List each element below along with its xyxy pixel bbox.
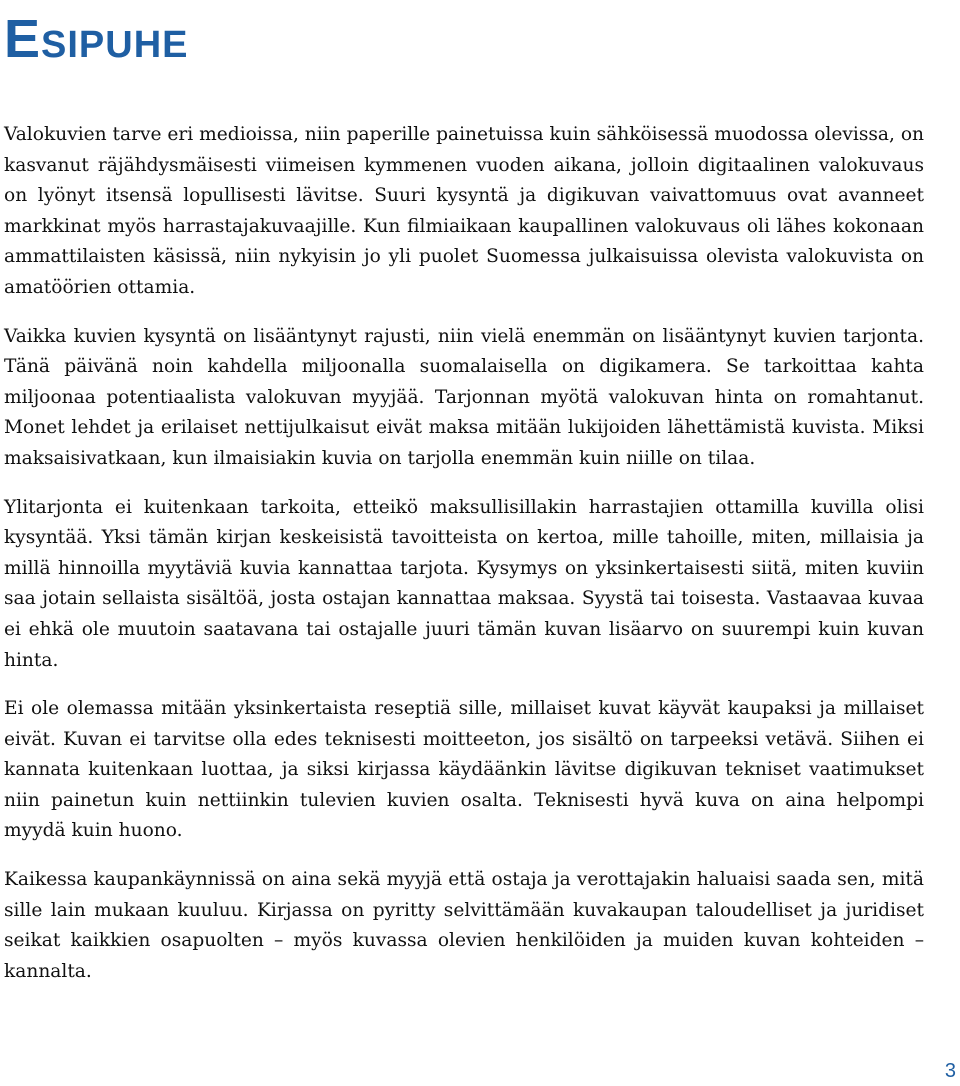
- paragraph: Ei ole olemassa mitään yksinkertaista reseptiä sille, millaiset kuvat käyvät kaupaksi ja millaiset eivät. Kuvan ei tarvitse olla edes teknisesti moitteeton, jos sisältö on tarpeeksi vetävä. Siihen ei kannata kuitenkaan luottaa, ja siksi kirjassa käydäänkin lävitse digikuvan tekniset vaatimukset niin painetun kuin nettiinkin tulevien kuvien osalta. Teknisesti hyvä kuva on aina helpompi myydä kuin huono.: [4, 698, 924, 842]
- paragraph: Vaikka kuvien kysyntä on lisääntynyt rajusti, niin vielä enemmän on lisääntynyt kuvien tarjonta. Tänä päivänä noin kahdella miljoonalla suomalaisella on digikamera. Se tarkoittaa kahta miljoonaa potentiaalista valokuvan myyjää. Tarjonnan myötä valokuvan hinta on romahtanut. Monet lehdet ja erilaiset nettijulkaisut eivät maksa mitään lukijoiden lähettämistä kuvista. Miksi maksaisivatkaan, kun ilmaisiakin kuvia on tarjolla enemmän kuin niille on tilaa.: [4, 325, 924, 469]
- paragraph: Kaikessa kaupankäynnissä on aina sekä myyjä että ostaja ja verottajakin haluaisi saada sen, mitä sille lain mukaan kuuluu. Kirjassa on pyritty selvittämään kuvakaupan taloudelliset ja juridiset seikat kaikkien osapuolten – myös kuvassa olevien henkilöiden ja muiden kuvan kohteiden – kannalta.: [4, 869, 924, 982]
- paragraph: Ylitarjonta ei kuitenkaan tarkoita, etteikö maksullisillakin harrastajien ottamilla kuvilla olisi kysyntää. Yksi tämän kirjan keskeisistä tavoitteista on kertoa, mille tahoille, miten, millaisia ja millä hinnoilla myytäviä kuvia kannattaa tarjota. Kysymys on yksinkertaisesti siitä, miten kuviin saa jotain sellaista sisältöä, josta ostajan kannattaa maksaa. Syystä tai toisesta. Vastaavaa kuvaa ei ehkä ole muutoin saatavana tai ostajalle juuri tämän kuvan lisäarvo on suurempi kuin kuvan hinta.: [4, 496, 924, 671]
- paragraph: Valokuvien tarve eri medioissa, niin paperille painetuissa kuin sähköisessä muodossa olevissa, on kasvanut räjähdysmäisesti viimeisen kymmenen vuoden aikana, jolloin digitaalinen valokuvaus on lyönyt itsensä lopullisesti lävitse. Suuri kysyntä ja digikuvan vaivattomuus ovat avanneet markkinat myös harrastajakuvaajille. Kun filmiaikaan kaupallinen valokuvaus oli lähes kokonaan ammattilaisten käsissä, niin nykyisin jo yli puolet Suomessa julkaisuissa olevista valokuvista on amatöörien ottamia.: [4, 124, 924, 298]
- page-number: 3: [944, 1060, 956, 1082]
- page-title: Esipuhe: [4, 9, 189, 69]
- body-text: [4, 120, 924, 987]
